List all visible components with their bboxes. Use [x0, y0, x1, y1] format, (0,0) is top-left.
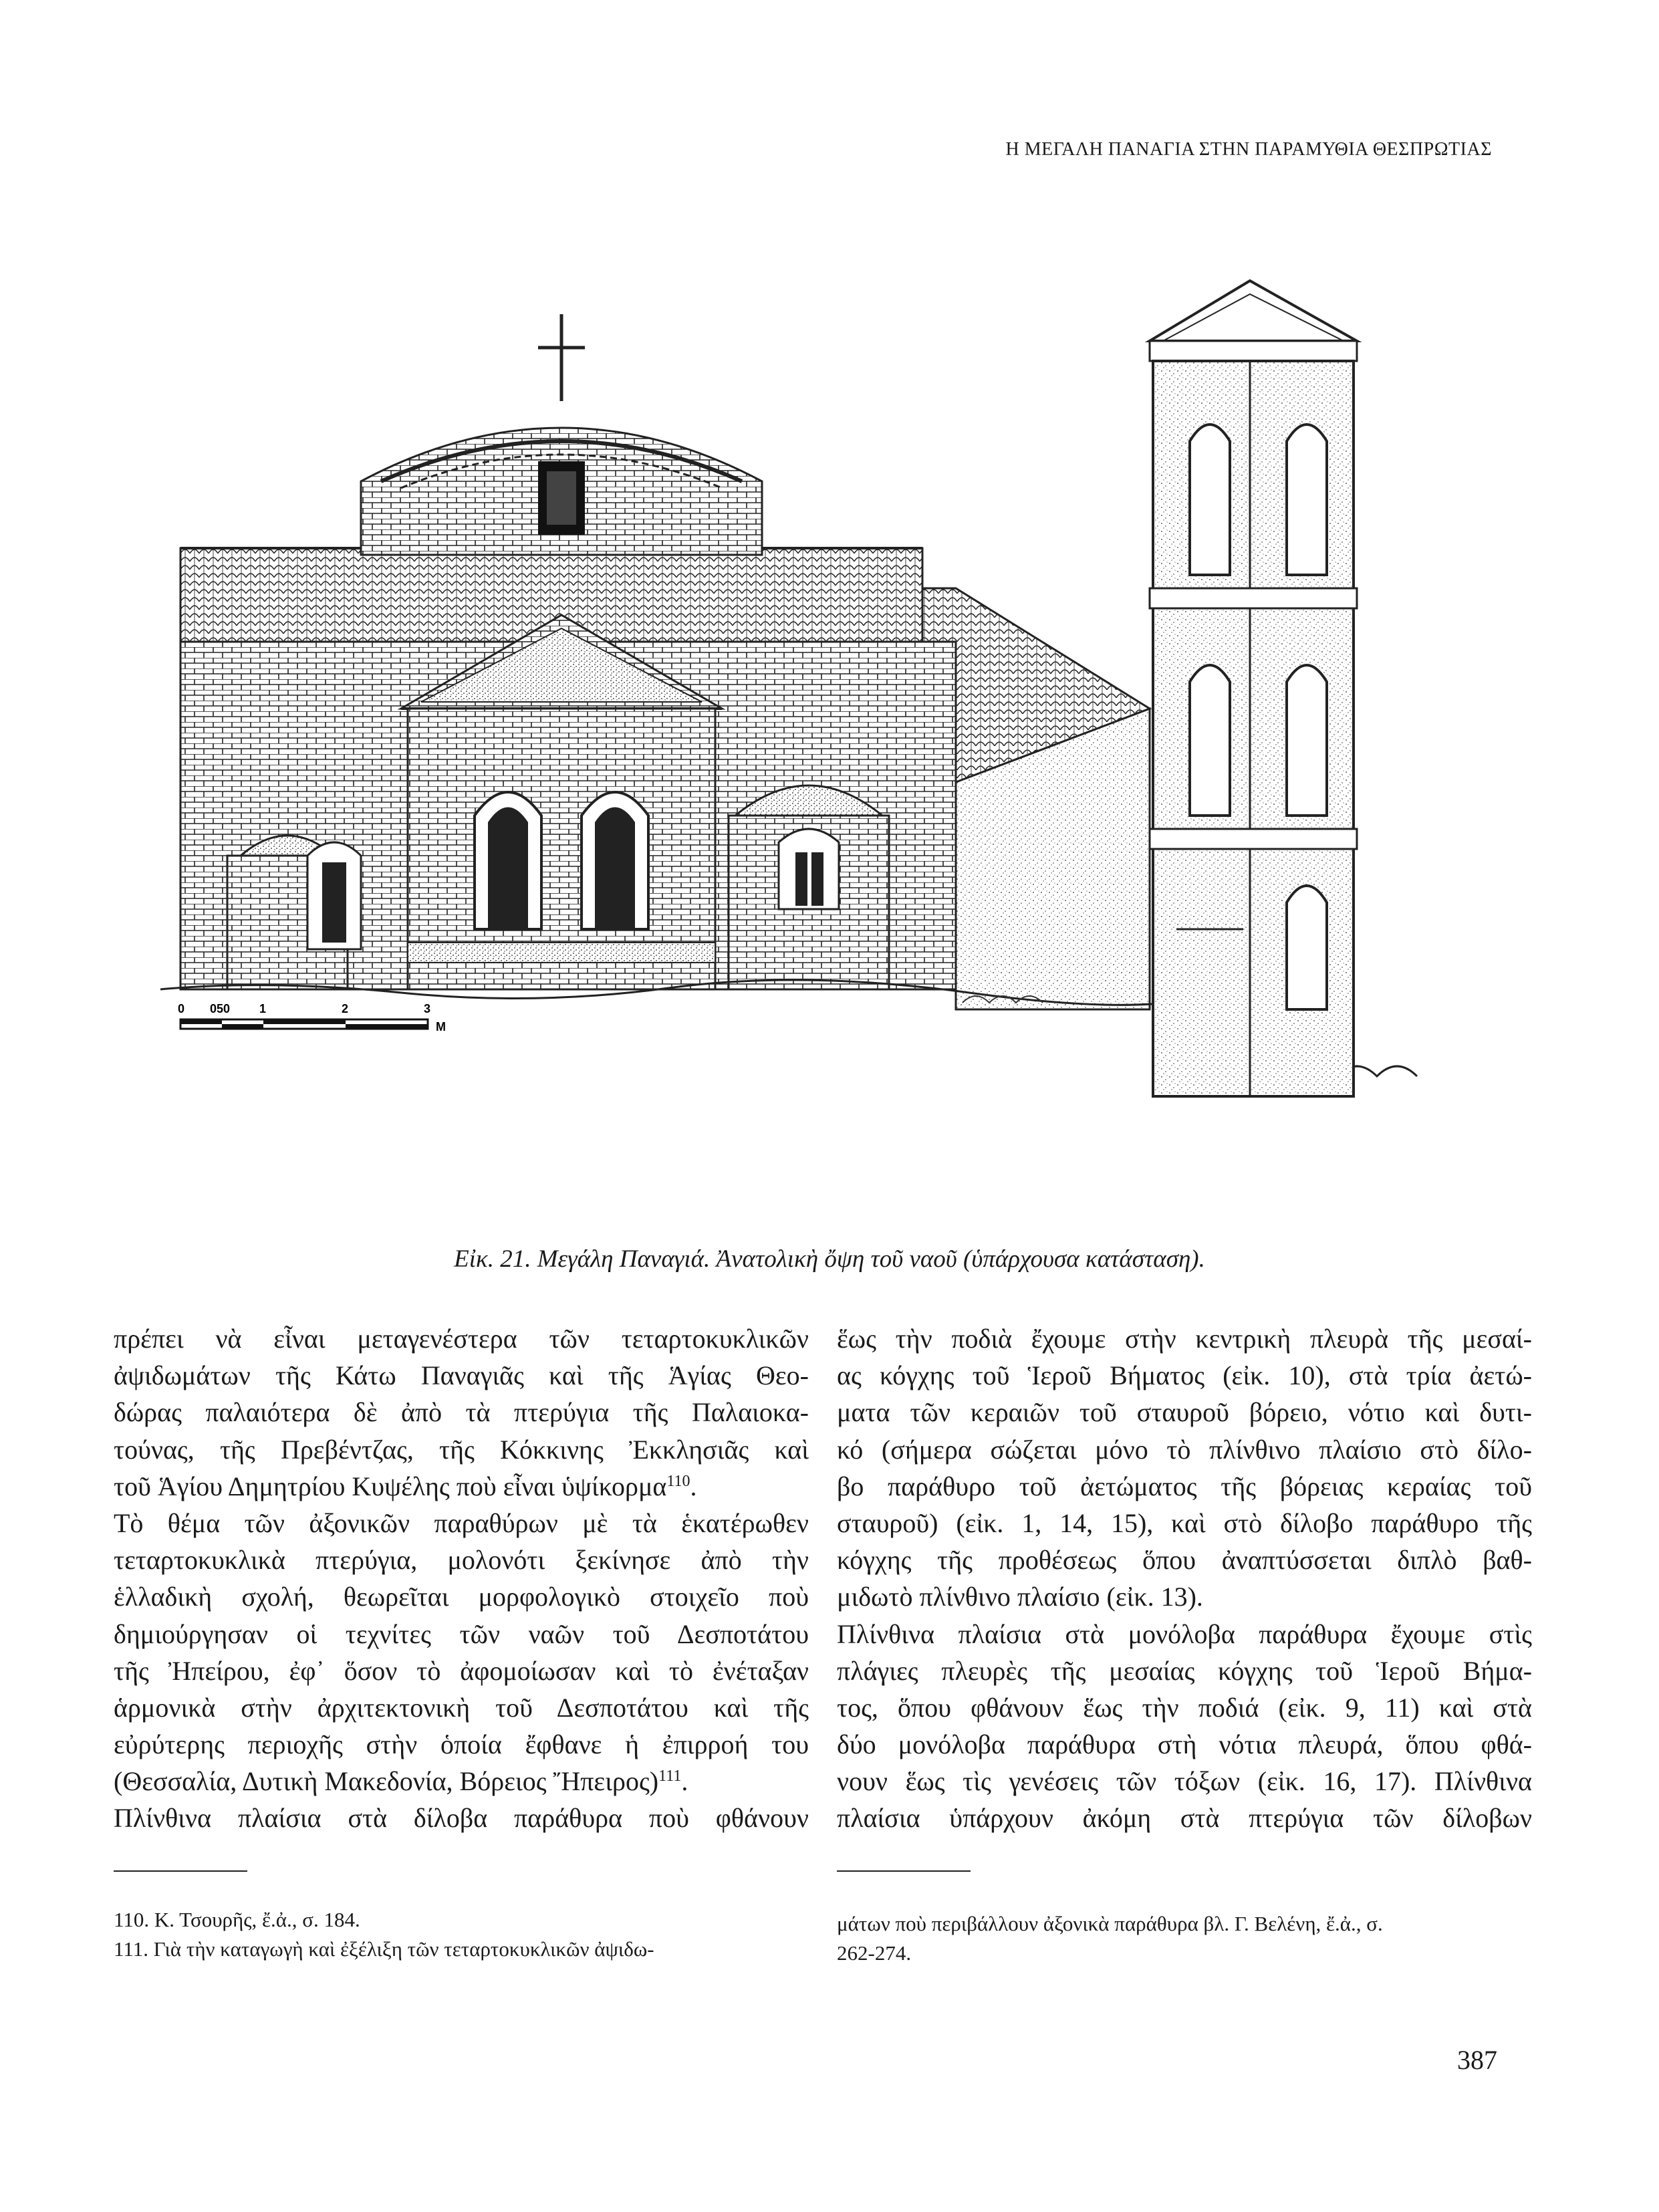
- south-apse: [729, 785, 889, 989]
- central-apse: [408, 709, 715, 989]
- scale-label-2: 2: [342, 1002, 349, 1015]
- figure-caption: Εἰκ. 21. Μεγάλη Παναγιά. Ἀνατολικὴ ὄψη τοῦ ναοῦ (ὑπάρχουσα κατάσταση).: [454, 1245, 1205, 1273]
- running-header: Η ΜΕΓΑΛΗ ΠΑΝΑΓΙΑ ΣΤΗΝ ΠΑΡΑΜΥΘΙΑ ΘΕΣΠΡΩΤΙΑΣ: [1005, 139, 1492, 160]
- text-line: δύο μονόλοβα παράθυρα στὴ νότια πλευρά, ὅπου φθά-: [837, 1729, 1532, 1760]
- text-line: ἕως τὴν ποδιὰ ἔχουμε στὴν κεντρικὴ πλευρὰ τῆς μεσαί-: [837, 1324, 1532, 1354]
- left-text-column: [114, 1320, 809, 1837]
- elevation-svg: [134, 241, 1557, 1230]
- footnotes-right: [837, 1909, 1532, 1968]
- footnotes-left: [114, 1905, 809, 1964]
- scale-bar: [178, 1002, 446, 1033]
- north-apse: [227, 836, 361, 989]
- text-line: ἀψιδωμάτων τῆς Κάτω Παναγιᾶς καὶ τῆς Ἁγίας Θεο-: [114, 1360, 809, 1391]
- bell-tower: [1150, 281, 1357, 1096]
- text-line: τος, ὅπου φθάνουν ἕως τὴν ποδιά (εἰκ. 9, 11) καὶ στὰ: [837, 1692, 1532, 1723]
- scale-unit-label: M: [436, 1020, 446, 1033]
- text-line: κό (σήμερα σώζεται μόνο τὸ πλίνθινο πλαίσιο στὸ δίλο-: [837, 1434, 1532, 1465]
- text-line: ἁρμονικὰ στὴν ἀρχιτεκτονικὴ τοῦ Δεσποτάτου καὶ τῆς: [114, 1692, 809, 1723]
- text-line: Πλίνθινα πλαίσια στὰ δίλοβα παράθυρα ποὺ φθάνουν: [114, 1803, 809, 1834]
- right-text-column: [837, 1320, 1532, 1837]
- footnote-110: 110. Κ. Τσουρῆς, ἔ.ἀ., σ. 184.: [114, 1908, 360, 1931]
- footnote-ref-111: 111: [658, 1767, 682, 1786]
- text-line: ματα τῶν κεραιῶν τοῦ σταυροῦ βόρειο, νότιο καὶ δυτι-: [837, 1397, 1532, 1428]
- footnote-111-continued: μάτων ποὺ περιβάλλουν ἀξονικὰ παράθυρα βλ. Γ. Βελένη, ἔ.ἀ., σ.: [837, 1912, 1383, 1935]
- footnote-rule-right: [837, 1870, 971, 1872]
- text-line: πρέπει νὰ εἶναι μεταγενέστερα τῶν τεταρτοκυκλικῶν: [114, 1324, 809, 1354]
- footnote-111-continued-end: 262-274.: [837, 1941, 912, 1965]
- text-line: βο παράθυρο τοῦ ἀετώματος τῆς βόρειας κεραίας τοῦ: [837, 1471, 1532, 1501]
- text-line: Τὸ θέμα τῶν ἀξονικῶν παραθύρων μὲ τὰ ἑκατέρωθεν: [114, 1507, 809, 1538]
- dome-cross: [538, 314, 585, 401]
- scale-label-1: 1: [259, 1002, 267, 1015]
- text-line: τῆς Ἠπείρου, ἐφ᾽ ὅσον τὸ ἀφομοίωσαν καὶ τὸ ἐνέταξαν: [114, 1655, 809, 1686]
- scale-label-0: 0: [178, 1002, 185, 1015]
- church-east-elevation-drawing: [134, 241, 1557, 1230]
- scale-label-050: 050: [210, 1002, 231, 1015]
- text-line-with-ref: (Θεσσαλία, Δυτικὴ Μακεδονία, Βόρειος Ἤπειρος)$^{111}$.: [114, 1766, 688, 1797]
- text-line: δημιούργησαν οἱ τεχνίτες τῶν ναῶν τοῦ Δεσποτάτου: [114, 1618, 809, 1649]
- text-line: Πλίνθινα πλαίσια στὰ μονόλοβα παράθυρα ἔχουμε στὶς: [837, 1618, 1532, 1649]
- text-line: ας κόγχης τοῦ Ἱεροῦ Βήματος (εἰκ. 10), στὰ τρία ἀετώ-: [837, 1360, 1532, 1391]
- footnote-rule-left: [114, 1870, 247, 1872]
- dome-drum: [361, 428, 762, 555]
- text-line: τούνας, τῆς Πρεβέντζας, τῆς Κόκκινης Ἐκκλησιᾶς καὶ: [114, 1434, 809, 1465]
- text-line: τεταρτοκυκλικὰ πτερύγια, μολονότι ξεκίνησε ἀπὸ τὴν: [114, 1545, 809, 1576]
- text-line: νουν ἕως τὶς γενέσεις τῶν τόξων (εἰκ. 16, 17). Πλίνθινα: [837, 1766, 1532, 1797]
- page-number: 387: [1457, 2045, 1497, 2075]
- text-line: σταυροῦ) (εἰκ. 1, 14, 15), καὶ στὸ δίλοβο παράθυρο τῆς: [837, 1507, 1532, 1538]
- footnote-111: 111. Γιὰ τὴν καταγωγὴ καὶ ἐξέλιξη τῶν τεταρτοκυκλικῶν ἀψιδω-: [114, 1937, 654, 1961]
- text-line: κόγχης τῆς προθέσεως ὅπου ἀναπτύσσεται διπλὸ βαθ-: [837, 1545, 1532, 1576]
- text-line: εὐρύτερης περιοχῆς στὴν ὁποία ἔφθανε ἡ ἐπιρροή του: [114, 1729, 809, 1760]
- text-line: μιδωτὸ πλίνθινο πλαίσιο (εἰκ. 13).: [837, 1582, 1203, 1612]
- text-line: ἑλλαδικὴ σχολή, θεωρεῖται μορφολογικὸ στοιχεῖο ποὺ: [114, 1582, 809, 1612]
- text-line: πλαίσια ὑπάρχουν ἀκόμη στὰ πτερύγια τῶν δίλοβων: [837, 1803, 1532, 1834]
- scale-label-3: 3: [424, 1002, 431, 1015]
- text-line: πλάγιες πλευρὲς τῆς μεσαίας κόγχης τοῦ Ἱεροῦ Βήμα-: [837, 1655, 1532, 1686]
- text-line: δώρας παλαιότερα δὲ ἀπὸ τὰ πτερύγια τῆς Παλαιοκα-: [114, 1397, 809, 1428]
- text-line-with-ref: τοῦ Ἁγίου Δημητρίου Κυψέλης ποὺ εἶναι ὑψίκορμα$^{110}$.: [114, 1471, 697, 1501]
- footnote-ref-110: 110: [666, 1472, 690, 1490]
